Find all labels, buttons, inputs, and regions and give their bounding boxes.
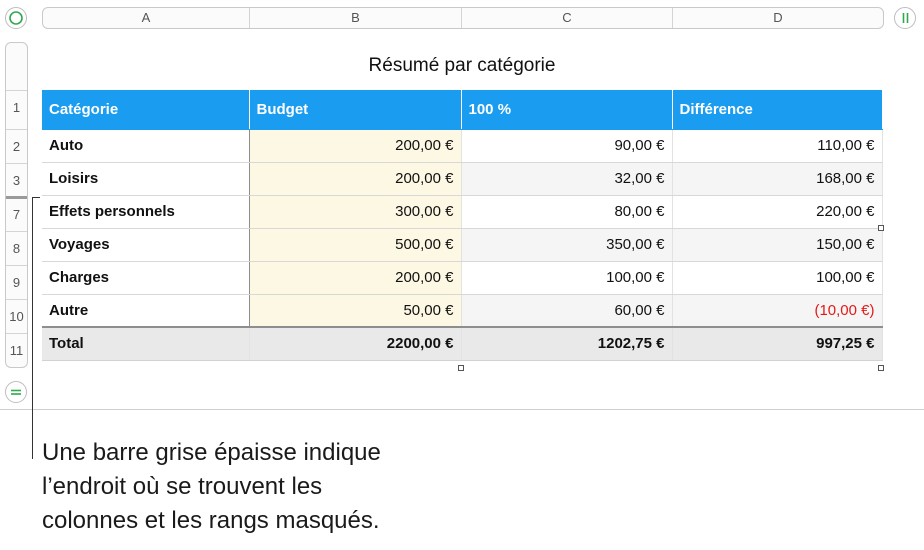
resize-handle-bottom[interactable] [458, 365, 464, 371]
table-row [42, 162, 882, 195]
callout-caption: Une barre grise épaisse indique l’endroit où se trouvent les colonnes et les rangs masqués. [42, 439, 381, 534]
difference-cell[interactable]: 220,00 € [672, 195, 882, 228]
row-header-11[interactable]: 11 [9, 343, 24, 358]
table-row [42, 261, 882, 294]
row-divider [6, 129, 27, 130]
column-header-d[interactable]: D [773, 10, 783, 25]
category-summary-table [42, 90, 883, 361]
category-cell[interactable]: Auto [42, 129, 249, 162]
callout-tick [32, 197, 40, 198]
column-header-b[interactable]: B [351, 10, 360, 25]
table-row [42, 228, 882, 261]
column-header-bar [42, 7, 884, 29]
row-header-10[interactable]: 10 [9, 309, 24, 324]
total-percent-cell[interactable]: 1202,75 € [461, 327, 672, 360]
percent-cell[interactable]: 90,00 € [461, 129, 672, 162]
row-divider [6, 265, 27, 266]
table-row [42, 294, 882, 327]
percent-cell[interactable]: 80,00 € [461, 195, 672, 228]
hidden-rows-bar[interactable] [6, 196, 27, 199]
percent-cell[interactable]: 100,00 € [461, 261, 672, 294]
total-budget-cell[interactable]: 2200,00 € [249, 327, 461, 360]
pause-icon [895, 8, 917, 30]
total-label-cell[interactable]: Total [42, 327, 249, 360]
category-cell[interactable]: Loisirs [42, 162, 249, 195]
row-header-2[interactable]: 2 [12, 139, 21, 154]
table-row [42, 195, 882, 228]
table-title[interactable]: Résumé par catégorie [368, 55, 556, 76]
percent-cell[interactable]: 350,00 € [461, 228, 672, 261]
equals-icon [6, 382, 28, 404]
header-cell-budget[interactable]: Budget [249, 90, 461, 129]
total-row [42, 327, 882, 360]
difference-cell[interactable]: 100,00 € [672, 261, 882, 294]
row-divider [6, 231, 27, 232]
row-divider [6, 90, 27, 91]
row-divider [6, 163, 27, 164]
resize-handle-corner[interactable] [878, 365, 884, 371]
callout-line [32, 197, 33, 459]
header-row [42, 90, 882, 129]
header-cell-category[interactable]: Catégorie [42, 90, 249, 129]
total-difference-cell[interactable]: 997,25 € [672, 327, 882, 360]
budget-cell[interactable]: 300,00 € [249, 195, 461, 228]
budget-cell[interactable]: 200,00 € [249, 162, 461, 195]
canvas-edge [0, 409, 924, 410]
category-cell[interactable]: Voyages [42, 228, 249, 261]
budget-cell[interactable]: 200,00 € [249, 129, 461, 162]
row-header-8[interactable]: 8 [12, 241, 21, 256]
circle-icon [6, 8, 28, 30]
row-menu-button[interactable] [5, 381, 27, 403]
budget-cell[interactable]: 50,00 € [249, 294, 461, 327]
percent-cell[interactable]: 60,00 € [461, 294, 672, 327]
column-handle-button[interactable] [894, 7, 916, 29]
difference-cell[interactable]: 168,00 € [672, 162, 882, 195]
budget-cell[interactable]: 200,00 € [249, 261, 461, 294]
category-cell[interactable]: Charges [42, 261, 249, 294]
row-header-1[interactable]: 1 [12, 100, 21, 115]
difference-cell[interactable]: 110,00 € [672, 129, 882, 162]
header-cell-percent[interactable]: 100 % [461, 90, 672, 129]
category-cell[interactable]: Autre [42, 294, 249, 327]
column-header-c[interactable]: C [562, 10, 572, 25]
header-cell-difference[interactable]: Différence [672, 90, 882, 129]
row-header-3[interactable]: 3 [12, 173, 21, 188]
difference-cell-negative[interactable]: (10,00 €) [672, 294, 882, 327]
column-header-a[interactable]: A [141, 10, 151, 25]
table-row [42, 129, 882, 162]
row-header-9[interactable]: 9 [12, 275, 21, 290]
difference-cell[interactable]: 150,00 € [672, 228, 882, 261]
row-header-bar [5, 42, 28, 368]
budget-cell[interactable]: 500,00 € [249, 228, 461, 261]
resize-handle-right[interactable] [878, 225, 884, 231]
table-select-button[interactable] [5, 7, 27, 29]
row-divider [6, 299, 27, 300]
category-cell[interactable]: Effets personnels [42, 195, 249, 228]
row-divider [6, 333, 27, 334]
row-header-7[interactable]: 7 [12, 207, 21, 222]
percent-cell[interactable]: 32,00 € [461, 162, 672, 195]
